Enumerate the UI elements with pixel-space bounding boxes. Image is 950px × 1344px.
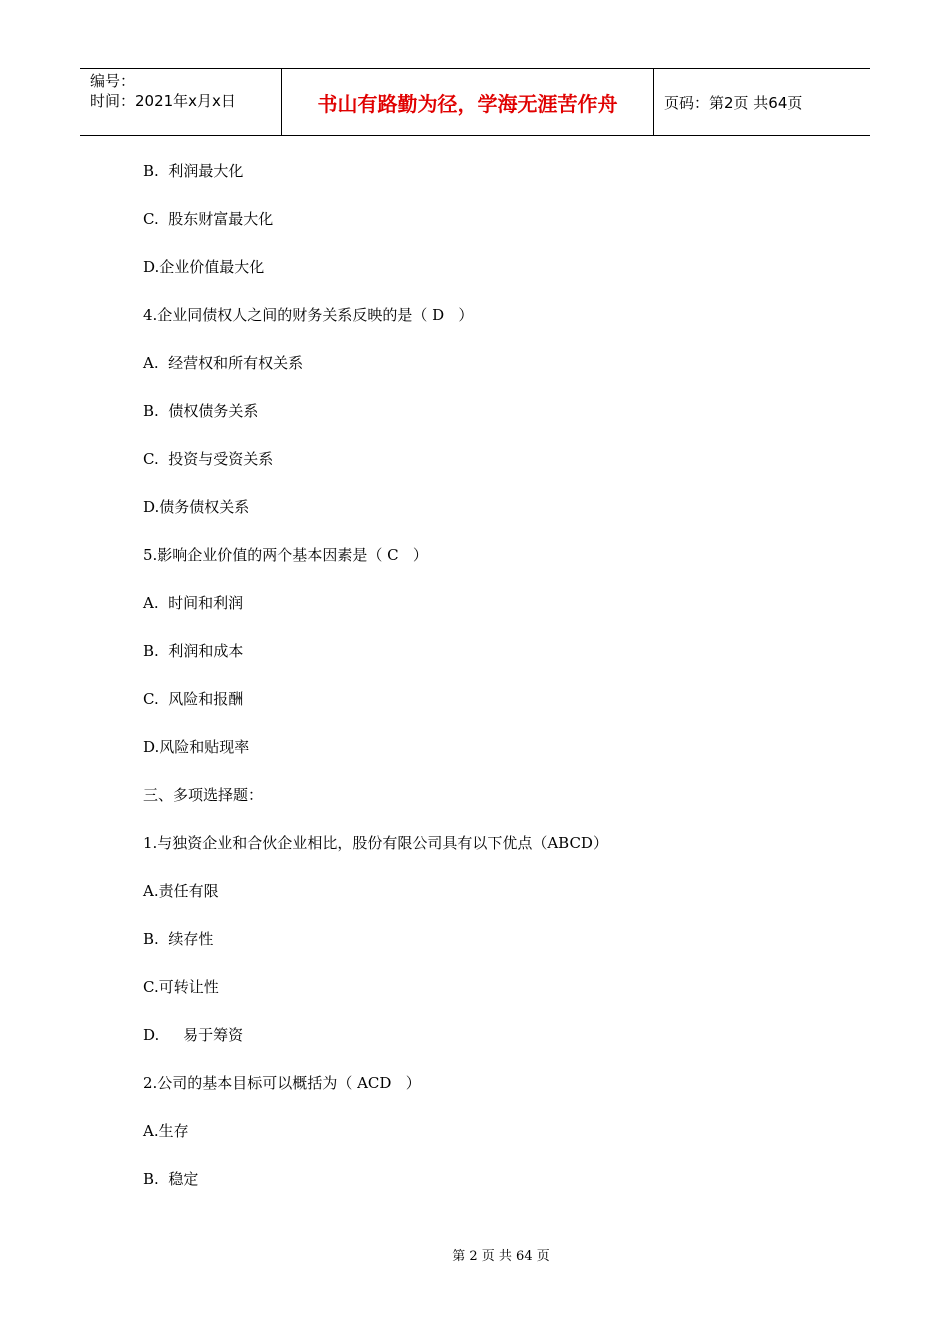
text-line: C. 股东财富最大化 [143,210,274,228]
text-line: C. 风险和报酬 [143,690,244,708]
header-motto: 书山有路勤为径，学海无涯苦作舟 [282,69,654,135]
text-line: B. 利润最大化 [143,162,244,180]
text-line: A. 时间和利润 [143,594,244,612]
text-line: C. 投资与受资关系 [143,450,274,468]
page-header [80,68,870,136]
text-line: A. 经营权和所有权关系 [143,354,304,372]
question-line: 1.与独资企业和合伙企业相比，股份有限公司具有以下优点（ABCD） [143,834,608,852]
text-line: B. 稳定 [143,1170,199,1188]
serial-number-label: 编号： [90,72,136,90]
header-page-info: 页码：第2页 共64页 [664,93,803,112]
header-meta [80,69,282,135]
question-line: 5.影响企业价值的两个基本因素是（ C ） [143,546,428,564]
text-line: A.责任有限 [143,882,219,900]
question-line: 2.公司的基本目标可以概括为（ ACD ） [143,1074,421,1092]
document-body [143,158,843,1214]
page-footer: 第 2 页 共 64 页 [452,1249,550,1264]
text-line: D. 易于筹资 [143,1026,244,1044]
text-line: D.企业价值最大化 [143,258,265,276]
section-heading: 三、多项选择题： [143,786,264,804]
text-line: D.风险和贴现率 [143,738,250,756]
text-line: A.生存 [143,1122,189,1140]
text-line: B. 续存性 [143,930,214,948]
text-line: B. 债权债务关系 [143,402,259,420]
text-line: B. 利润和成本 [143,642,244,660]
text-line: D.债务债权关系 [143,498,250,516]
question-line: 4.企业同债权人之间的财务关系反映的是（ D ） [143,306,474,324]
date-label: 时间：2021年x月x日 [90,92,236,110]
text-line: C.可转让性 [143,978,219,996]
